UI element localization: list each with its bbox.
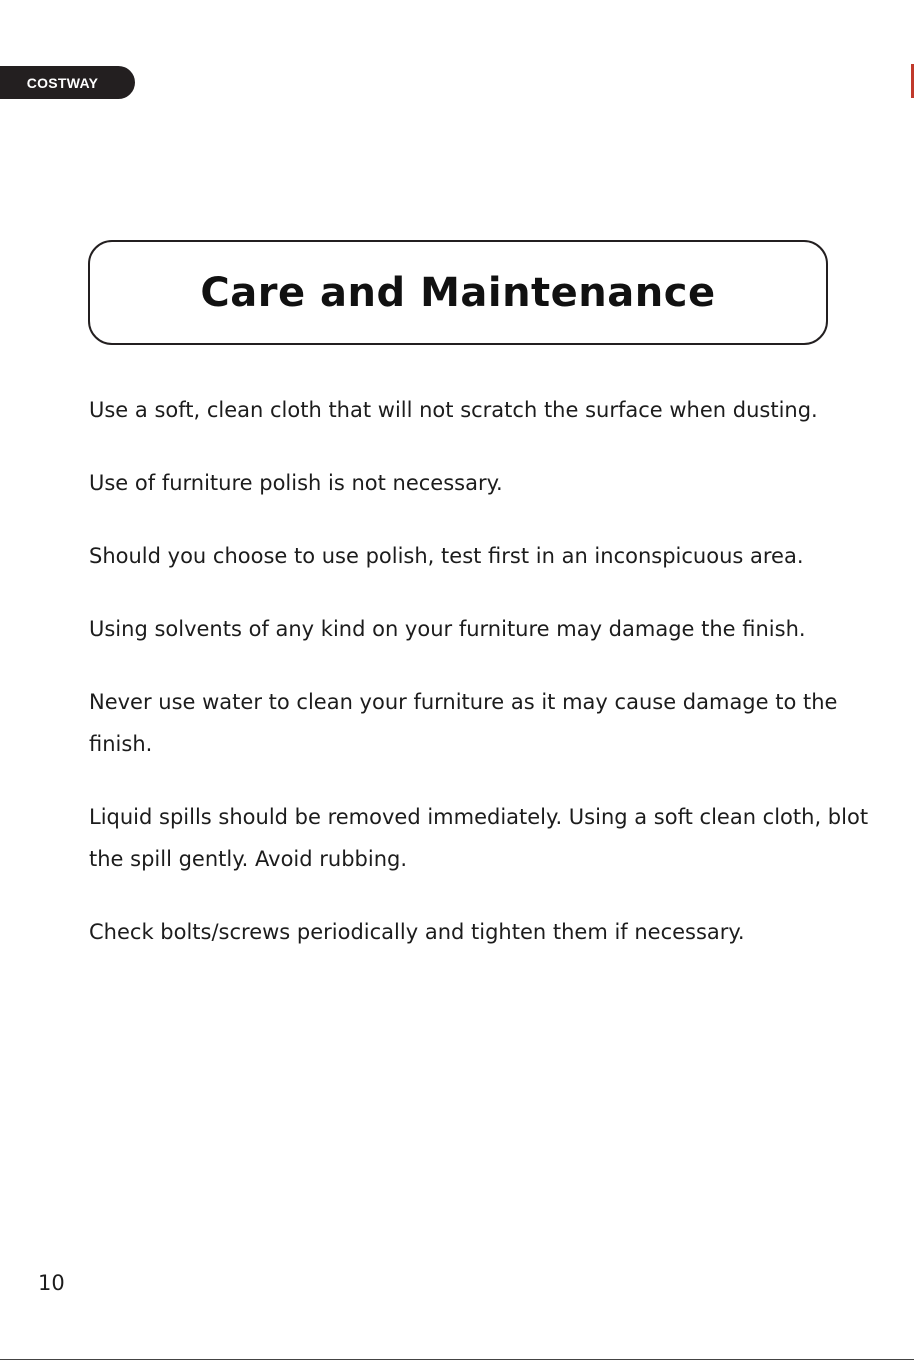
instruction-paragraph: Liquid spills should be removed immediately. Using a soft clean cloth, blot the spill gently. Avoid rubbing.	[89, 805, 869, 871]
instruction-paragraph: Use of furniture polish is not necessary.	[89, 471, 503, 495]
care-instructions	[89, 389, 879, 984]
brand-logo-text: COSTWAY	[26, 74, 99, 91]
instruction-paragraph: Never use water to clean your furniture as it may cause damage to the finish.	[89, 690, 838, 756]
instruction-paragraph: Check bolts/screws periodically and tighten them if necessary.	[89, 920, 745, 944]
instruction-paragraph: Use a soft, clean cloth that will not scratch the surface when dusting.	[89, 398, 818, 422]
brand-tab	[0, 66, 135, 99]
page-title: Care and Maintenance	[200, 269, 716, 316]
bottom-rule	[0, 1359, 914, 1360]
page-number: 10	[38, 1271, 65, 1295]
instruction-paragraph: Using solvents of any kind on your furniture may damage the finish.	[89, 617, 806, 641]
instruction-paragraph: Should you choose to use polish, test first in an inconspicuous area.	[89, 544, 804, 568]
title-box	[88, 240, 828, 345]
